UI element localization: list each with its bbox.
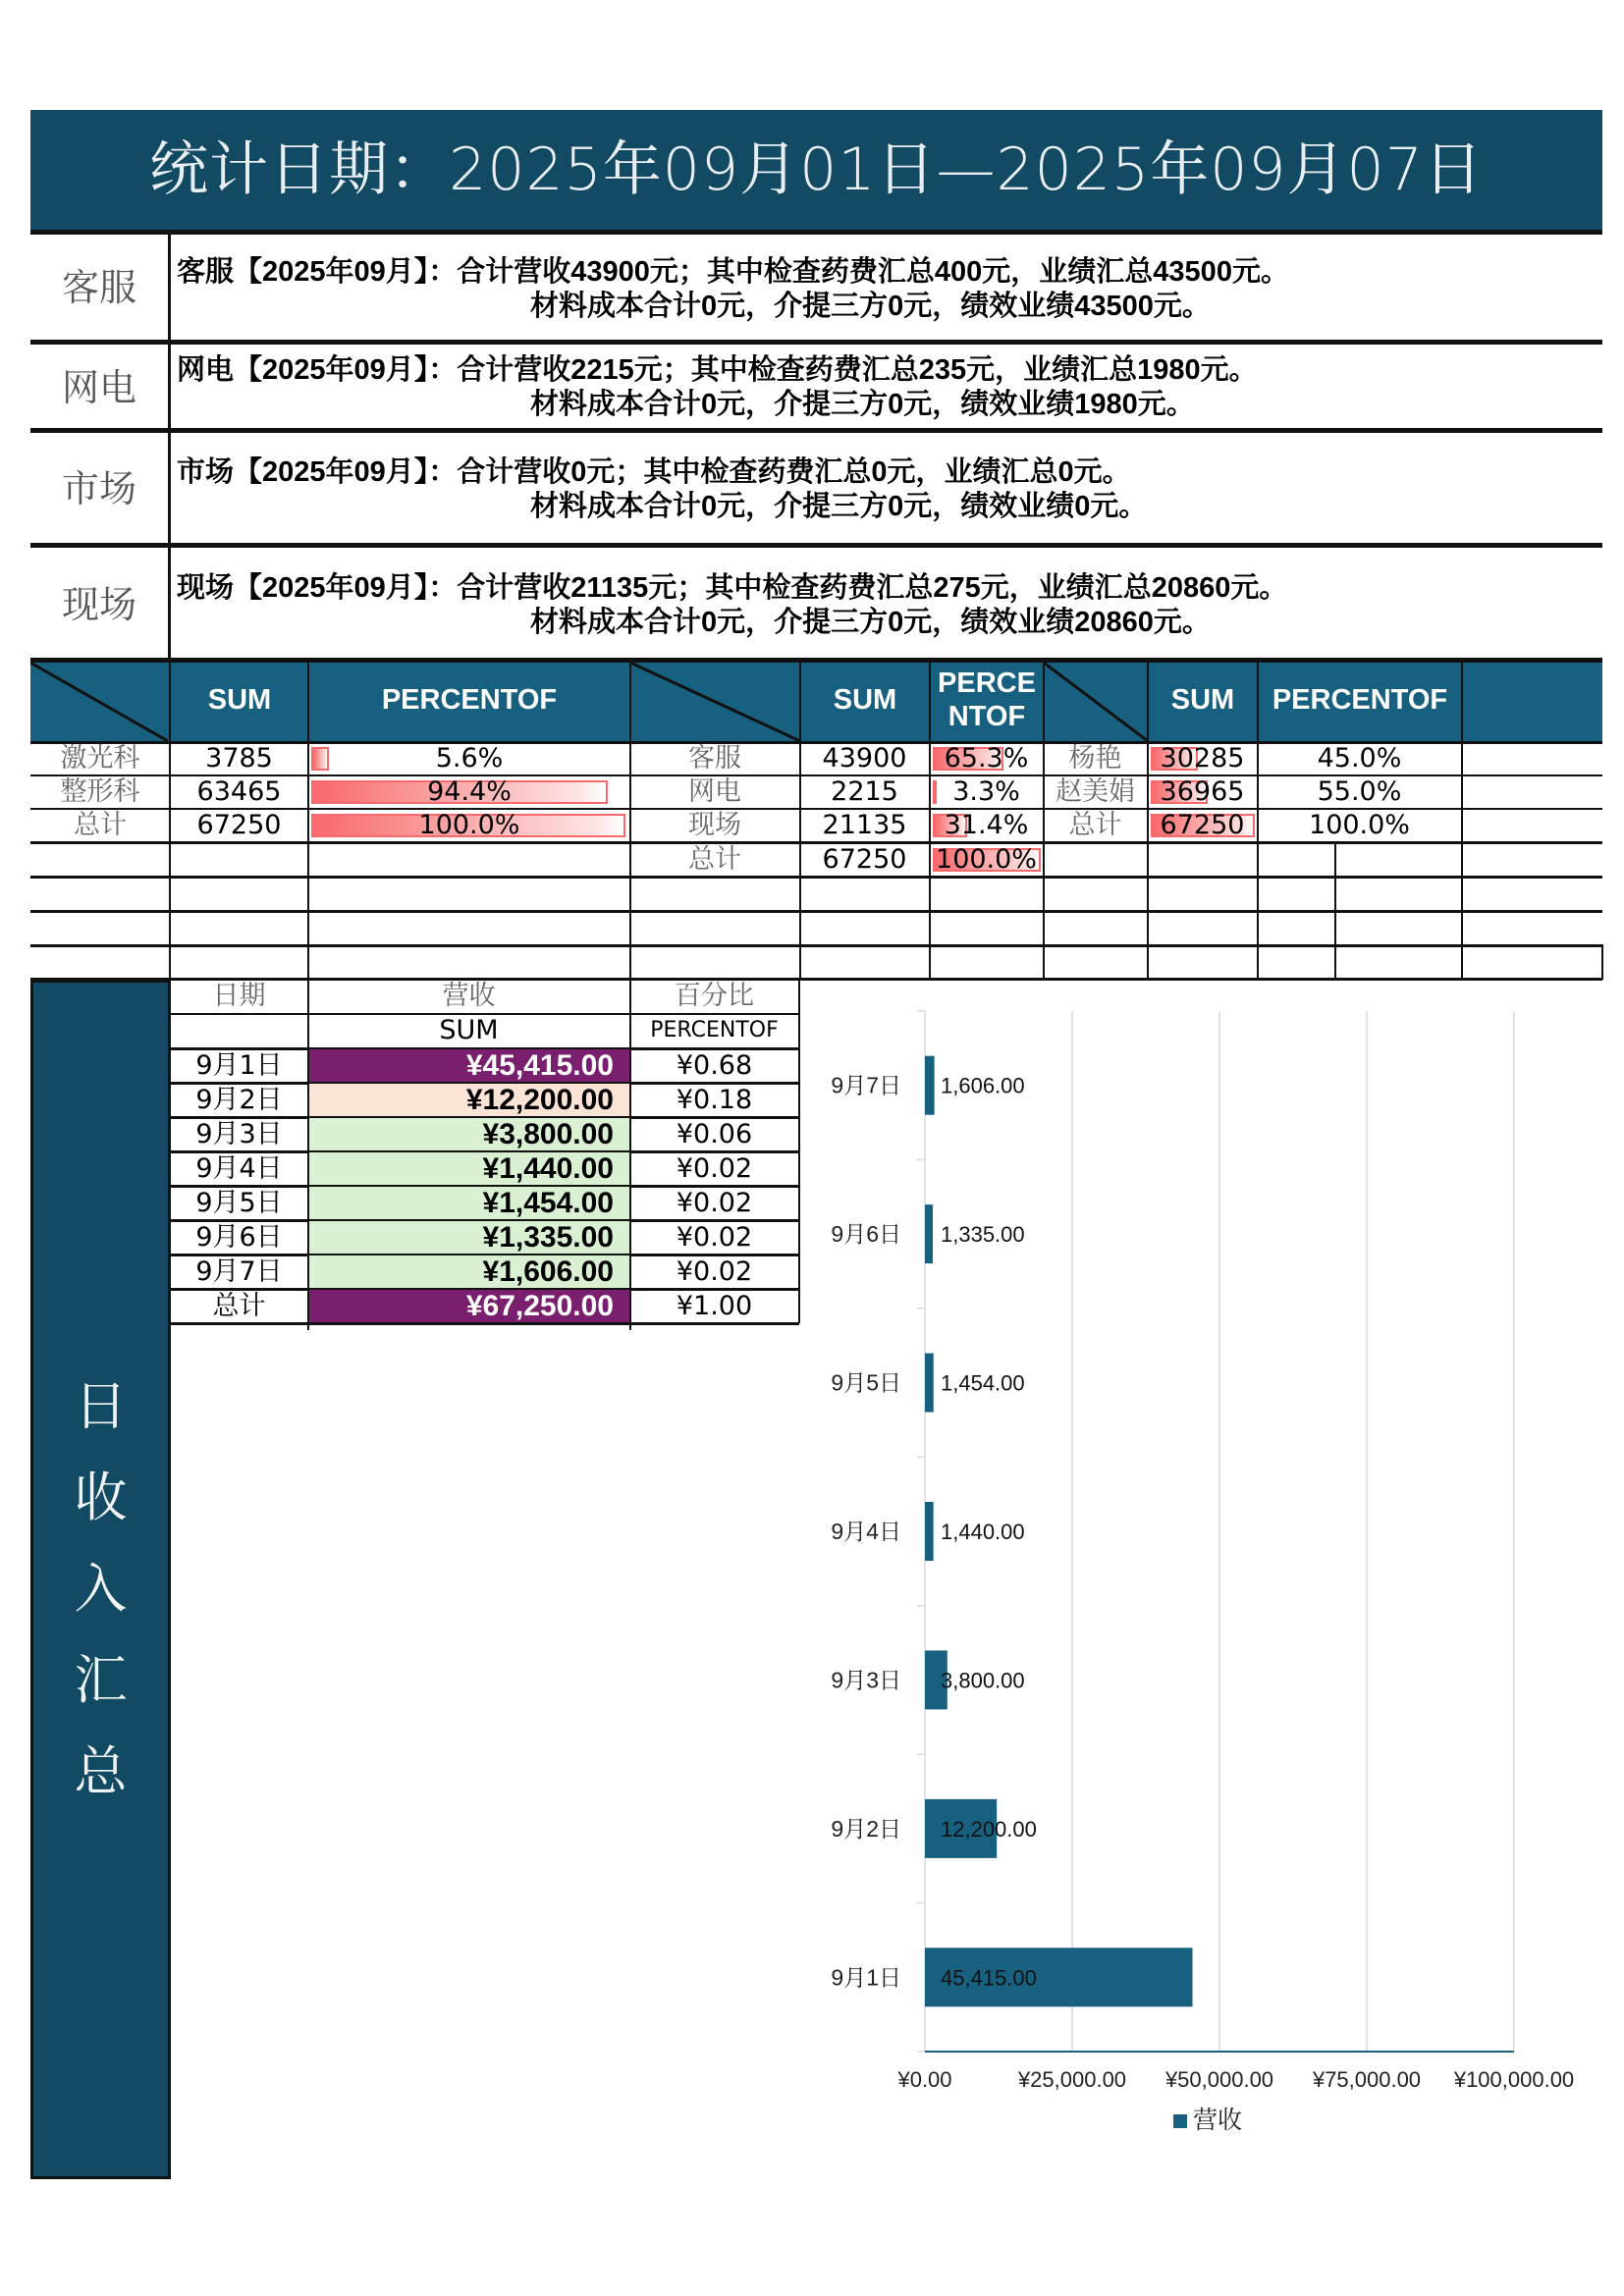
section-summary-xianchang: 现场【2025年09月】：合计营收21135元；其中检查药费汇总275元，业绩汇总20860元。 — [177, 572, 1288, 604]
pivot-header-diagonal — [1044, 663, 1148, 741]
daily-pct: ¥0.18 — [676, 1085, 753, 1115]
daily-pct: ¥0.02 — [676, 1256, 753, 1287]
channel-name: 客服 — [688, 743, 741, 774]
pivot-header-diagonal — [630, 663, 800, 741]
staff-sum: 36965 — [1160, 776, 1245, 807]
chart-category-label: 9月3日 — [831, 1667, 901, 1693]
header-sum-dept: SUM — [207, 684, 272, 716]
staff-sum: 30285 — [1160, 743, 1245, 774]
grid-line — [30, 910, 1602, 913]
channel-pct: 65.3% — [944, 743, 1029, 774]
grid-line — [171, 1322, 799, 1325]
pivot-header-diagonal — [30, 663, 168, 741]
chart-data-label: 1,454.00 — [941, 1370, 1025, 1396]
section-divider — [30, 543, 1602, 548]
chart-data-label: 1,335.00 — [941, 1222, 1025, 1248]
staff-pct: 45.0% — [1317, 743, 1402, 774]
daily-revenue: ¥67,250.00 — [308, 1290, 629, 1323]
section-divider — [30, 428, 1602, 433]
section-label-shichang: 市场 — [61, 467, 136, 510]
header-pct-channel-l1: PERCE — [938, 667, 1036, 699]
chart-legend-swatch — [1173, 2114, 1187, 2128]
chart-category-label: 9月1日 — [831, 1964, 901, 1991]
daily-date: 9月6日 — [195, 1222, 283, 1253]
section-divider — [30, 340, 1602, 345]
section-summary-kefu: 客服【2025年09月】：合计营收43900元；其中检查药费汇总400元，业绩汇总43500元。 — [177, 256, 1289, 288]
chart-bar — [925, 1502, 934, 1561]
chart-category-label: 9月6日 — [831, 1221, 901, 1248]
section-summary-shichang: 市场【2025年09月】：合计营收0元；其中检查药费汇总0元，业绩汇总0元。 — [177, 456, 1131, 488]
col-header-date: 日期 — [212, 981, 266, 1011]
daily-date: 9月1日 — [195, 1050, 283, 1081]
channel-pct: 3.3% — [952, 776, 1020, 807]
channel-sum: 43900 — [822, 743, 907, 774]
daily-pct: ¥0.06 — [676, 1119, 753, 1149]
channel-sum: 2215 — [831, 776, 898, 807]
dept-sum: 3785 — [205, 743, 273, 774]
daily-date: 9月3日 — [195, 1119, 283, 1149]
chart-data-label: 1,440.00 — [941, 1520, 1025, 1544]
header-sum-channel: SUM — [833, 684, 897, 716]
daily-date: 9月4日 — [195, 1153, 283, 1184]
daily-date: 总计 — [212, 1291, 266, 1321]
dept-pct: 5.6% — [435, 743, 504, 774]
dept-sum: 67250 — [196, 810, 282, 840]
side-label-char: 入 — [74, 1558, 128, 1620]
daily-pct: ¥1.00 — [676, 1291, 753, 1321]
section-detail-shichang: 材料成本合计0元，介提三方0元，绩效业绩0元。 — [530, 491, 1148, 522]
side-label-char: 总 — [74, 1740, 128, 1802]
chart-category-label: 9月2日 — [831, 1815, 901, 1842]
chart-x-tick-label: ¥25,000.00 — [1017, 2067, 1127, 2092]
chart-data-label: 12,200.00 — [941, 1816, 1037, 1842]
staff-name: 总计 — [1068, 810, 1122, 840]
channel-sum: 21135 — [822, 810, 907, 840]
section-label-xianchang: 现场 — [61, 583, 136, 626]
staff-name: 杨艳 — [1068, 743, 1122, 774]
chart-category-label: 9月7日 — [831, 1072, 901, 1098]
chart-category-label: 9月4日 — [831, 1519, 901, 1544]
channel-pct: 31.4% — [944, 810, 1029, 840]
section-detail-kefu: 材料成本合计0元，介提三方0元，绩效业绩43500元。 — [530, 291, 1211, 322]
section-divider — [30, 230, 1602, 235]
dept-name: 整形科 — [60, 776, 140, 807]
header-pct-dept: PERCENTOF — [381, 684, 558, 716]
dept-name: 总计 — [74, 810, 127, 840]
dept-sum: 63465 — [196, 776, 282, 807]
chart-x-tick-label: ¥75,000.00 — [1312, 2067, 1422, 2092]
daily-revenue: ¥12,200.00 — [308, 1084, 629, 1117]
channel-pct: 100.0% — [936, 844, 1037, 875]
chart-data-label: 3,800.00 — [941, 1668, 1025, 1693]
chart-data-label: 1,606.00 — [941, 1073, 1025, 1098]
sub-header-pct: PERCENTOF — [650, 1018, 779, 1042]
daily-date: 9月2日 — [195, 1085, 283, 1115]
side-label-char: 收 — [74, 1467, 128, 1528]
grid-line — [30, 944, 1602, 947]
header-pct-staff: PERCENTOF — [1272, 684, 1448, 716]
section-detail-xianchang: 材料成本合计0元，介提三方0元，绩效业绩20860元。 — [530, 607, 1211, 638]
channel-name: 总计 — [688, 844, 741, 875]
col-header-revenue: 营收 — [442, 981, 496, 1011]
col-header-pct: 百分比 — [675, 981, 754, 1011]
daily-pct: ¥0.68 — [676, 1050, 753, 1081]
chart-category-label: 9月5日 — [831, 1369, 901, 1396]
daily-pct: ¥0.02 — [676, 1188, 753, 1218]
daily-revenue: ¥1,454.00 — [308, 1187, 629, 1220]
section-detail-wangdian: 材料成本合计0元，介提三方0元，绩效业绩1980元。 — [530, 389, 1195, 420]
header-sum-staff: SUM — [1170, 684, 1235, 716]
chart-x-tick-label: ¥100,000.00 — [1453, 2067, 1575, 2092]
daily-revenue: ¥3,800.00 — [308, 1118, 629, 1151]
staff-name: 赵美娟 — [1056, 776, 1135, 807]
section-label-kefu: 客服 — [61, 266, 136, 309]
dept-pct: 100.0% — [418, 810, 520, 840]
section-summary-wangdian: 网电【2025年09月】：合计营收2215元；其中检查药费汇总235元，业绩汇总1980元。 — [177, 354, 1258, 386]
section-label-wangdian: 网电 — [61, 366, 136, 409]
grid-line — [1461, 663, 1463, 980]
grid-line — [307, 980, 309, 1323]
staff-pct: 100.0% — [1309, 810, 1410, 840]
side-label-char: 日 — [74, 1375, 128, 1437]
report-title: 统计日期：2025年09月01日—2025年09月07日 — [30, 110, 1602, 230]
daily-pct: ¥0.02 — [676, 1222, 753, 1253]
dept-name: 激光科 — [60, 743, 140, 774]
side-label-char: 汇 — [74, 1649, 128, 1711]
daily-date: 9月5日 — [195, 1188, 283, 1218]
chart-x-tick-label: ¥50,000.00 — [1164, 2067, 1274, 2092]
sub-header-sum: SUM — [439, 1015, 499, 1045]
staff-sum: 67250 — [1160, 810, 1245, 840]
staff-pct: 55.0% — [1317, 776, 1402, 807]
header-pct-channel-l2: NTOF — [947, 701, 1026, 732]
channel-sum: 67250 — [822, 844, 907, 875]
daily-revenue: ¥1,440.00 — [308, 1152, 629, 1186]
chart-bar — [925, 1056, 935, 1115]
daily-pct: ¥0.02 — [676, 1153, 753, 1184]
daily-revenue-chart — [800, 982, 1586, 2169]
daily-revenue: ¥1,606.00 — [308, 1255, 629, 1289]
chart-x-tick-label: ¥0.00 — [897, 2067, 952, 2092]
chart-bar — [925, 1204, 933, 1263]
channel-name: 现场 — [688, 810, 741, 840]
daily-revenue: ¥1,335.00 — [308, 1221, 629, 1255]
grid-line — [1334, 841, 1336, 980]
dept-pct: 94.4% — [427, 776, 512, 807]
daily-date: 9月7日 — [195, 1256, 283, 1287]
chart-bar — [925, 1354, 934, 1413]
channel-name: 网电 — [688, 776, 741, 807]
chart-data-label: 45,415.00 — [941, 1965, 1037, 1991]
chart-legend-label: 营收 — [1193, 2107, 1243, 2134]
section-divider-vertical — [168, 230, 171, 662]
daily-revenue: ¥45,415.00 — [308, 1049, 629, 1083]
grid-line — [1601, 944, 1603, 980]
